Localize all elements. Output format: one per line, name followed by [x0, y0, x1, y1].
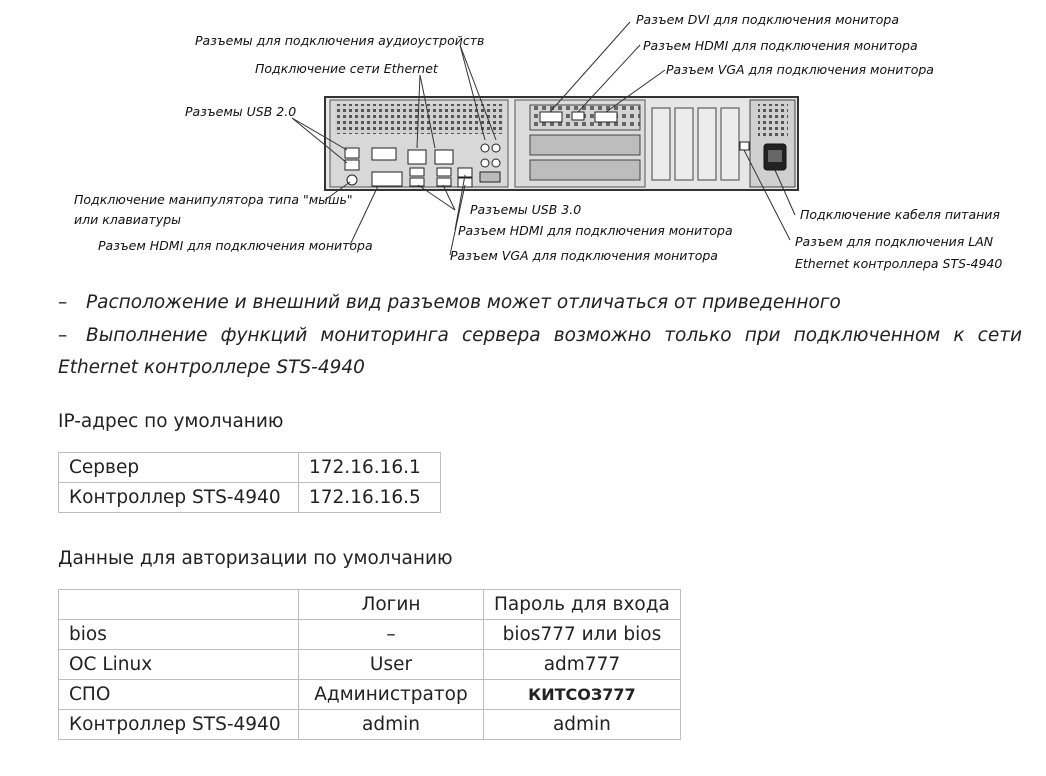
callout-vga-bottom: Разъем VGA для подключения монитора	[450, 248, 718, 263]
callout-mouse-line2: или клавиатуры	[74, 212, 182, 227]
server-chassis	[325, 97, 798, 190]
callout-vga-top: Разъем VGA для подключения монитора	[666, 62, 934, 77]
note-1-text: Расположение и внешний вид разъемов может отличаться от приведенного	[86, 292, 841, 313]
table-header-row	[59, 590, 681, 620]
server-rear-panel-figure	[60, 0, 1020, 280]
table-row	[59, 650, 681, 680]
ip-heading: IP-адрес по умолчанию	[58, 411, 284, 432]
table-row	[59, 620, 681, 650]
callout-usb3: Разъемы USB 3.0	[470, 202, 582, 217]
callout-lan-line1: Разъем для подключения LAN	[795, 234, 994, 249]
note-2	[58, 320, 1022, 384]
note-1	[58, 287, 1022, 319]
callout-usb2: Разъемы USB 2.0	[185, 104, 297, 119]
callout-mouse-line1: Подключение манипулятора типа "мышь"	[74, 192, 353, 207]
callout-hdmi-left: Разъем HDMI для подключения монитора	[98, 238, 373, 253]
callout-audio: Разъемы для подключения аудиоустройств	[195, 33, 485, 48]
callout-lan-line2: Ethernet контроллера STS-4940	[795, 256, 1003, 271]
auth-cell-login: admin	[299, 710, 484, 740]
ip-cell-name: Сервер	[59, 453, 299, 483]
table-row	[59, 453, 441, 483]
ip-cell-name: Контроллер STS-4940	[59, 483, 299, 513]
auth-header-login: Логин	[299, 590, 484, 620]
note-2-text: Выполнение функций мониторинга сервера возможно только при подключенном к сети Ethernet контроллере STS-4940	[58, 325, 1022, 378]
auth-cell-system: СПО	[59, 680, 299, 710]
auth-table	[58, 589, 681, 740]
ip-cell-address: 172.16.16.5	[299, 483, 441, 513]
auth-heading: Данные для авторизации по умолчанию	[58, 548, 453, 569]
auth-cell-login: User	[299, 650, 484, 680]
note-dash: –	[58, 292, 68, 313]
auth-cell-login: –	[299, 620, 484, 650]
auth-header-password: Пароль для входа	[484, 590, 681, 620]
callout-power: Подключение кабеля питания	[800, 207, 1000, 222]
auth-cell-password: bios777 или bios	[484, 620, 681, 650]
note-dash: –	[58, 325, 68, 346]
table-row	[59, 710, 681, 740]
auth-header-empty	[59, 590, 299, 620]
auth-cell-system: Контроллер STS-4940	[59, 710, 299, 740]
auth-cell-login: Администратор	[299, 680, 484, 710]
auth-cell-password: КИТСОЗ777	[484, 680, 681, 710]
callout-hdmi-mid: Разъем HDMI для подключения монитора	[458, 223, 733, 238]
table-row	[59, 483, 441, 513]
callout-ethernet: Подключение сети Ethernet	[255, 61, 438, 76]
ip-table	[58, 452, 441, 513]
callout-dvi: Разъем DVI для подключения монитора	[636, 12, 900, 27]
auth-cell-password: admin	[484, 710, 681, 740]
auth-cell-system: bios	[59, 620, 299, 650]
auth-cell-password: adm777	[484, 650, 681, 680]
table-row	[59, 680, 681, 710]
callout-hdmi-top: Разъем HDMI для подключения монитора	[643, 38, 918, 53]
ip-cell-address: 172.16.16.1	[299, 453, 441, 483]
auth-cell-system: ОС Linux	[59, 650, 299, 680]
